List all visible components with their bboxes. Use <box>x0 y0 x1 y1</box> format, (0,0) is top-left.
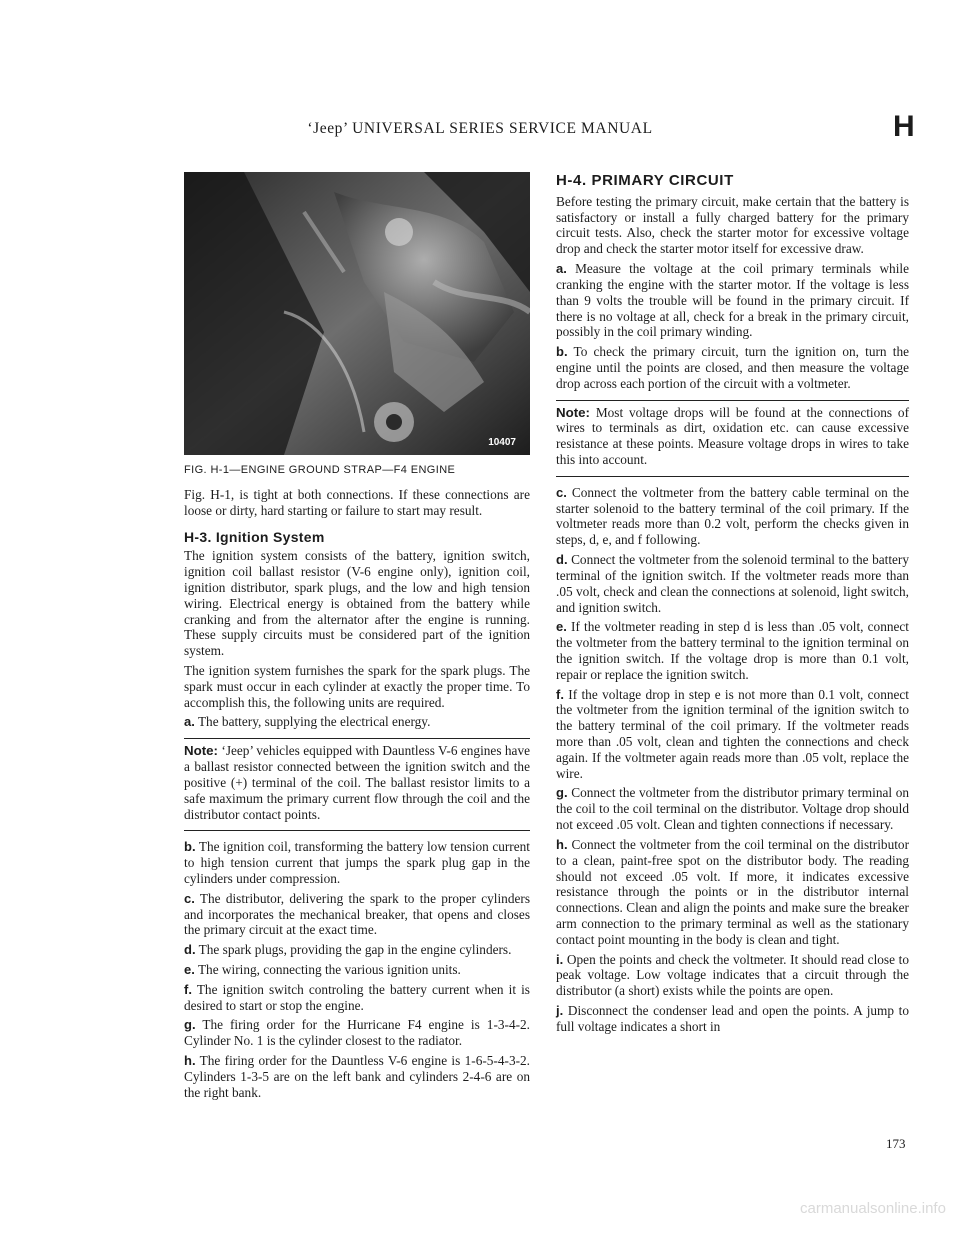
item-text: Connect the voltmeter from the solenoid terminal to the battery terminal of the ignition switch. If the voltmeter reads more than .05 volt, check and clean the connections at solenoid, light switch, and ignition switch. <box>556 552 909 615</box>
section-heading-primary-circuit: H-4. PRIMARY CIRCUIT <box>556 172 734 189</box>
item-letter: f. <box>556 686 564 702</box>
item-letter: c. <box>184 890 195 906</box>
list-item <box>184 942 530 958</box>
item-text: Connect the voltmeter from the coil terminal on the distributor to a clean, paint-free spot on the distributor body. The reading should not exceed .05 volt. If more, it indicates excessive resistance through the points or in the distributor internal connections. Clean and align the points and make sure the breaker arm connection to the primary terminal as well as the stationary contact point mounting in the body is clean and tight. <box>556 836 909 947</box>
item-letter: e. <box>556 619 567 635</box>
item-text: The distributor, delivering the spark to the proper cylinders and incorporates the mechanical breaker, that opens and closes the primary circuit at the exact time. <box>184 890 530 938</box>
item-letter: h. <box>556 836 568 852</box>
item-letter: f. <box>184 981 192 997</box>
note-label: Note: <box>556 404 590 420</box>
item-letter: i. <box>556 951 564 967</box>
left-column <box>184 172 530 1105</box>
note-label: Note: <box>184 743 218 759</box>
item-letter: e. <box>184 962 195 978</box>
list-item <box>184 962 530 978</box>
list-item <box>184 1017 530 1049</box>
item-text: The firing order for the Hurricane F4 engine is 1-3-4-2. Cylinder No. 1 is the cylinder closest to the radiator. <box>184 1017 530 1049</box>
item-text: The firing order for the Dauntless V-6 engine is 1-6-5-4-3-2. Cylinders 1-3-5 are on the left bank and cylinders 2-4-6 are on the right bank. <box>184 1053 530 1100</box>
note-box <box>556 400 909 477</box>
list-item <box>556 687 909 782</box>
item-letter: b. <box>184 839 196 855</box>
item-letter: a. <box>556 261 567 277</box>
photo-id: 10407 <box>488 437 516 449</box>
item-text: Open the points and check the voltmeter. It should read close to peak voltage. Low voltage indicates that a circuit through the distributor (a short) exists while the points are open. <box>556 951 909 999</box>
list-item <box>184 839 530 886</box>
ignition-paragraph-1: The ignition system consists of the battery, ignition switch, ignition coil ballast resistor (V-6 engine only), ignition coil, ignition distributor, spark plugs, and the low and high tension wiring. Electrical energy is obtained from the battery while cranking and from the alternator after the engine is running. These supply circuits must be considered part of the ignition system. <box>184 548 530 659</box>
list-item <box>556 952 909 999</box>
list-item <box>556 837 909 948</box>
primary-circuit-paragraph: Before testing the primary circuit, make certain that the battery is satisfactory or install a fully charged battery for the primary circuit tests. Also, check the starter motor for excessive voltage drop and check the starter motor itself for excessive draw. <box>556 193 909 257</box>
list-item <box>556 485 909 548</box>
item-letter: g. <box>184 1017 196 1033</box>
list-item <box>556 344 909 391</box>
list-item <box>184 714 530 730</box>
list-item <box>184 1053 530 1100</box>
item-text: Connect the voltmeter from the distributor primary terminal on the coil to the coil terminal on the distributor. Voltage drop should not exceed .05 volt. Clean and tighten connections if necessary. <box>556 785 909 833</box>
note-text: Most voltage drops will be found at the connections of wires to terminals as dirt, oxidation etc. can cause excessive resistance at these points. Measure voltage drops in wires to take this into account. <box>556 404 909 468</box>
list-item <box>556 552 909 615</box>
item-text: The ignition coil, transforming the battery low tension current to high tension current that jumps the spark plug gap in the cylinders under compression. <box>184 839 530 886</box>
item-text: The ignition switch controling the battery current when it is desired to start or stop the engine. <box>184 981 530 1013</box>
item-text: Disconnect the condenser lead and open the points. A jump to full voltage indicates a short in <box>556 1003 910 1034</box>
item-letter: c. <box>556 484 567 500</box>
note-box <box>184 738 530 831</box>
item-text: To check the primary circuit, turn the ignition on, turn the engine until the points are closed, and then measure the voltage drop across each portion of the circuit with a voltmeter. <box>556 344 909 391</box>
item-text: The battery, supplying the electrical energy. <box>197 714 431 730</box>
item-text: Connect the voltmeter from the battery cable terminal on the starter solenoid to the battery terminal of the coil primary. If the voltmeter reads more than 0.2 volt, perform the checks given in steps, d, e, and f following. <box>556 484 909 548</box>
list-item <box>556 619 909 682</box>
list-item <box>184 982 530 1014</box>
engine-ground-strap-photo <box>184 172 530 455</box>
list-item <box>556 1003 909 1035</box>
item-text: If the voltage drop in step e is not more than 0.1 volt, connect the voltmeter from the ignition terminal of the ignition switch to the battery terminal of the coil primary. If the voltmeter reads more than .05 volt, clean and tighten the connections and check again. If the voltmeter again reads more than .05 volt, replace the wire. <box>556 686 909 781</box>
figure-caption: FIG. H-1—ENGINE GROUND STRAP—F4 ENGINE <box>184 464 456 476</box>
engine-photo-image <box>184 172 530 455</box>
item-text: Measure the voltage at the coil primary terminals while cranking the engine with the starter motor. If the voltage is less than 9 volts the trouble will be found in the primary circuit. If there is no voltage at all, check for a break in the primary circuit, possibly in the coil primary winding. <box>556 261 909 340</box>
section-heading-ignition: H-3. Ignition System <box>184 528 325 545</box>
item-letter: h. <box>184 1053 196 1069</box>
note-text: ‘Jeep’ vehicles equipped with Dauntless V-6 engines have a ballast resistor connected between the ignition switch and the positive (+) terminal of the coil. The ballast resistor limits to a safe maximum the primary current flow through the coil and the distributor contact points. <box>184 743 530 822</box>
item-text: If the voltmeter reading in step d is less than .05 volt, connect the voltmeter from the battery terminal to the ignition terminal on the ignition switch. If the voltage drop is more than 0.1 volt, repair or replace the ignition switch. <box>556 619 909 682</box>
item-letter: b. <box>556 344 568 360</box>
list-item <box>184 891 530 938</box>
item-letter: j. <box>556 1003 564 1019</box>
intro-paragraph: Fig. H-1, is tight at both connections. If these connections are loose or dirty, hard starting or failure to start may result. <box>184 487 530 518</box>
watermark-url: carmanualsonline.info <box>800 1200 946 1217</box>
list-item <box>556 261 909 340</box>
page-number: 173 <box>886 1136 906 1151</box>
ignition-paragraph-2: The ignition system furnishes the spark for the spark plugs. The spark must occur in each cylinder at exactly the proper time. To accomplish this, the following units are required. <box>184 663 530 710</box>
right-column <box>556 172 909 1039</box>
section-letter: H <box>893 110 915 143</box>
item-letter: g. <box>556 785 568 801</box>
item-letter: a. <box>184 714 195 730</box>
item-letter: d. <box>184 942 196 958</box>
item-text: The wiring, connecting the various ignition units. <box>197 962 461 978</box>
item-letter: d. <box>556 552 568 568</box>
item-text: The spark plugs, providing the gap in the engine cylinders. <box>198 942 512 958</box>
list-item <box>556 785 909 832</box>
manual-title: ‘Jeep’ UNIVERSAL SERIES SERVICE MANUAL <box>307 120 653 137</box>
